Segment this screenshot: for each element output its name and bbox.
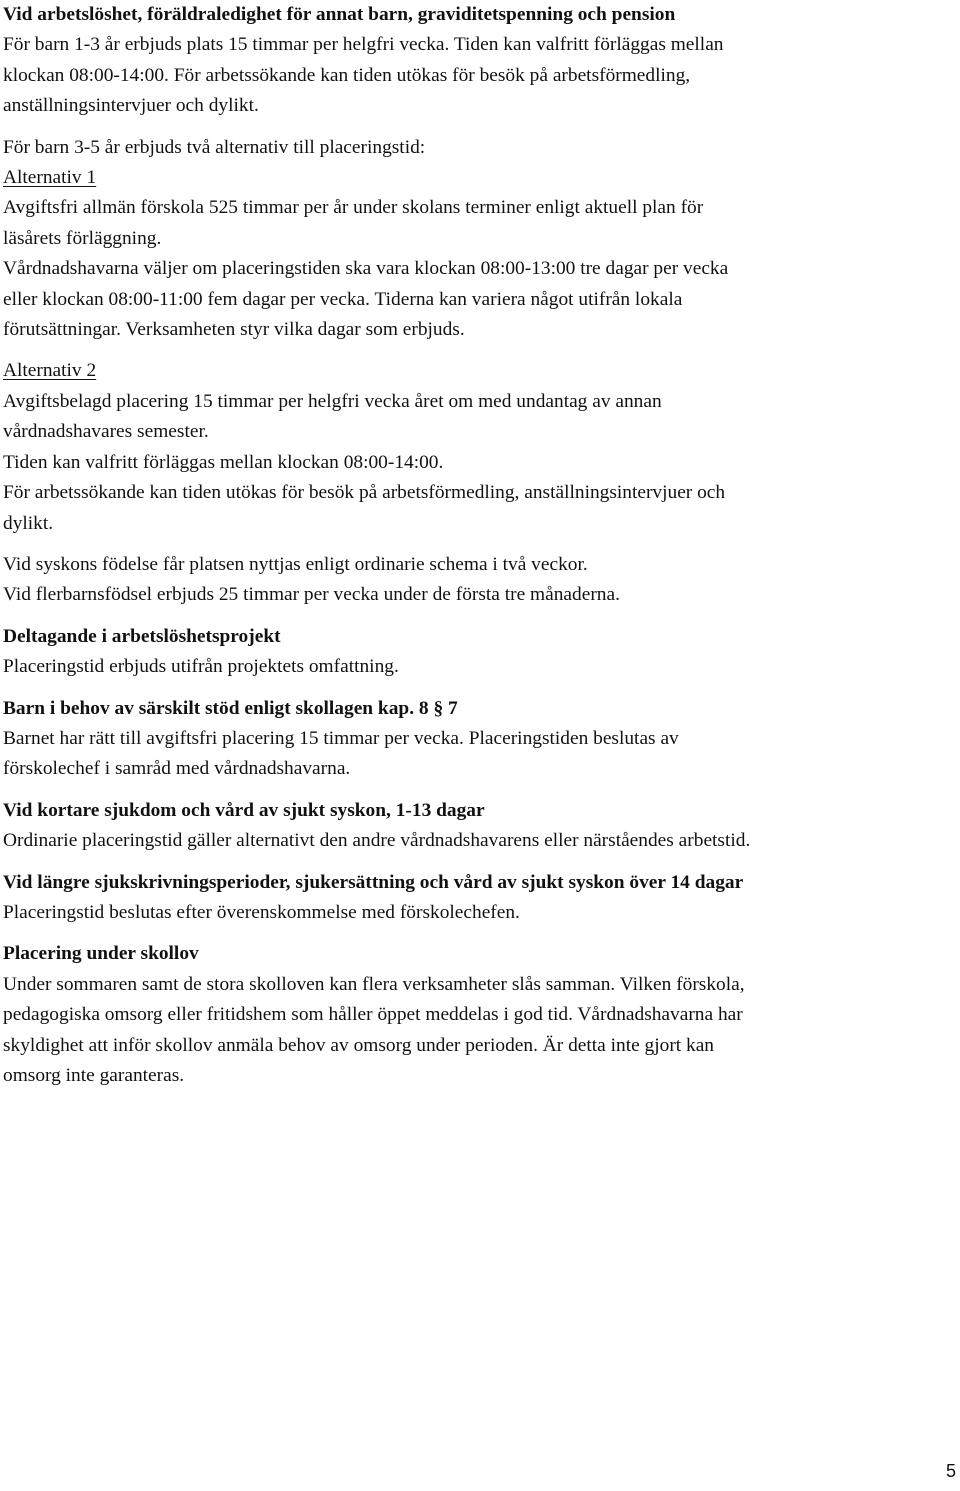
paragraph-line: Vid syskons födelse får platsen nyttjas enligt ordinarie schema i två veckor. xyxy=(3,553,588,575)
paragraph-line: klockan 08:00-14:00. För arbetssökande kan tiden utökas för besök på arbetsförmedling, xyxy=(3,64,691,86)
paragraph-line: anställningsintervjuer och dylikt. xyxy=(3,95,259,117)
paragraph-line: Ordinarie placeringstid gäller alternativt den andre vårdnadshavarens eller närståendes arbetstid. xyxy=(3,830,751,852)
paragraph-line: pedagogiska omsorg eller fritidshem som håller öppet meddelas i god tid. Vårdnadshavarna har xyxy=(3,1004,743,1026)
document-page xyxy=(3,0,948,1091)
paragraph-line: Vårdnadshavarna väljer om placeringstiden ska vara klockan 08:00-13:00 tre dagar per vecka xyxy=(3,258,729,280)
paragraph-line: För barn 1-3 år erbjuds plats 15 timmar per helgfri vecka. Tiden kan valfritt förläggas mellan xyxy=(3,34,724,56)
section-heading-holidays: Placering under skollov xyxy=(3,943,199,965)
paragraph-line: eller klockan 08:00-11:00 fem dagar per vecka. Tiderna kan variera något utifrån lokala xyxy=(3,288,683,310)
alternative-1-heading: Alternativ 1 xyxy=(3,167,97,189)
paragraph-line: vårdnadshavares semester. xyxy=(3,421,209,443)
alternative-2-heading: Alternativ 2 xyxy=(3,360,97,382)
paragraph-line: Placeringstid erbjuds utifrån projektets omfattning. xyxy=(3,656,399,678)
page-number: 5 xyxy=(945,1461,956,1481)
paragraph-line: Under sommaren samt de stora skolloven kan flera verksamheter slås samman. Vilken förskola, xyxy=(3,973,745,995)
intro-3-5: För barn 3-5 år erbjuds två alternativ till placeringstid: xyxy=(3,136,426,158)
paragraph-line: Tiden kan valfritt förläggas mellan klockan 08:00-14:00. xyxy=(3,451,444,473)
paragraph-line: Avgiftsbelagd placering 15 timmar per helgfri vecka året om med undantag av annan xyxy=(3,390,662,412)
paragraph-line: läsårets förläggning. xyxy=(3,227,162,249)
section-heading-short-illness: Vid kortare sjukdom och vård av sjukt syskon, 1-13 dagar xyxy=(3,799,485,821)
section-heading-unemployment: Vid arbetslöshet, föräldraledighet för annat barn, graviditetspenning och pension xyxy=(3,4,676,25)
paragraph-line: dylikt. xyxy=(3,512,54,534)
paragraph-line: omsorg inte garanteras. xyxy=(3,1065,185,1086)
paragraph-line: skyldighet att inför skollov anmäla behov av omsorg under perioden. Är detta inte gjort kan xyxy=(3,1034,715,1056)
paragraph-line: förutsättningar. Verksamheten styr vilka dagar som erbjuds. xyxy=(3,319,465,341)
paragraph-line: Avgiftsfri allmän förskola 525 timmar per år under skolans terminer enligt aktuell plan för xyxy=(3,197,704,219)
paragraph-line: förskolechef i samråd med vårdnadshavarna. xyxy=(3,758,351,780)
paragraph-line: För arbetssökande kan tiden utökas för besök på arbetsförmedling, anställningsintervjuer och xyxy=(3,482,726,504)
section-heading-project: Deltagande i arbetslöshetsprojekt xyxy=(3,625,281,647)
paragraph-line: Barnet har rätt till avgiftsfri placering 15 timmar per vecka. Placeringstiden beslutas av xyxy=(3,727,679,749)
section-heading-special-support: Barn i behov av särskilt stöd enligt skollagen kap. 8 § 7 xyxy=(3,697,458,719)
paragraph-line: Placeringstid beslutas efter överenskommelse med förskolechefen. xyxy=(3,901,520,923)
section-heading-long-illness: Vid längre sjukskrivningsperioder, sjukersättning och vård av sjukt syskon över 14 dagar xyxy=(3,871,744,893)
paragraph-line: Vid flerbarnsfödsel erbjuds 25 timmar per vecka under de första tre månaderna. xyxy=(3,584,620,606)
